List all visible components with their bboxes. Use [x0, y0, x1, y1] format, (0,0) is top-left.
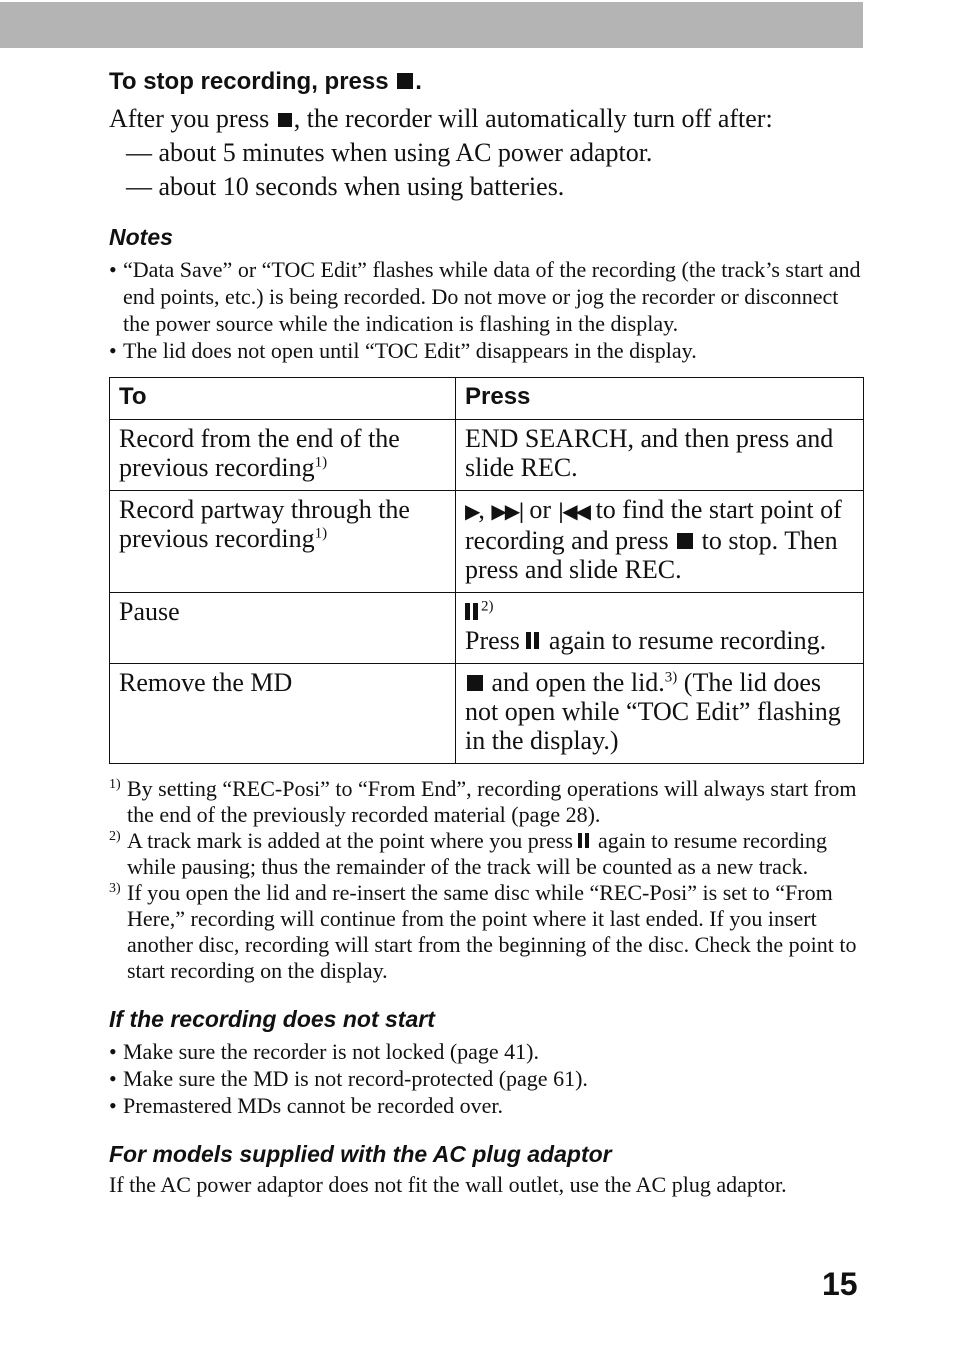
cell-to-text: Record partway through the previous recording: [119, 495, 410, 553]
footnote-mark: 1): [109, 777, 121, 792]
after-press-pre: After you press: [109, 104, 270, 133]
bullet-icon: •: [109, 1039, 117, 1064]
pause-icon: [578, 828, 592, 854]
table-row: [110, 664, 864, 764]
footnote: [109, 828, 864, 880]
press-sep: ,: [478, 495, 492, 524]
notes-list: [109, 256, 864, 364]
bullet-icon: •: [109, 338, 117, 363]
press-sep: or: [522, 495, 558, 524]
not-start-title: If the recording does not start: [109, 1006, 435, 1032]
list-item-text: Premastered MDs cannot be recorded over.: [123, 1093, 503, 1118]
stop-heading-end: .: [415, 68, 422, 95]
bullet-icon: •: [109, 1066, 117, 1091]
prev-track-icon: |◀◀: [557, 499, 590, 523]
pause-icon: [465, 597, 481, 626]
stop-heading-text: To stop recording, press: [109, 68, 389, 95]
play-icon: ▶: [465, 499, 479, 523]
footnote-ref: 1): [314, 454, 328, 471]
note-text: “Data Save” or “TOC Edit” flashes while data of the recording (the track’s start and end points, etc.) is being recorded. Do not move or jog the recorder or disconnect the power source while the indication is flashing in the display.: [123, 257, 861, 336]
dash-line: — about 10 seconds when using batteries.: [126, 172, 565, 201]
after-press-text: [109, 102, 864, 136]
cell-press: [456, 664, 864, 764]
footnote-mark: 3): [109, 881, 121, 896]
footnote: [109, 776, 864, 828]
pause-icon: [526, 626, 542, 655]
stop-icon: [677, 533, 693, 549]
ac-plug-text: If the AC power adaptor does not fit the wall outlet, use the AC plug adaptor.: [109, 1172, 787, 1197]
cell-press: [456, 593, 864, 664]
footnote-mark: 2): [109, 829, 121, 844]
cell-press: [456, 491, 864, 593]
footnote-ref: 2): [481, 598, 494, 615]
header-to: To: [110, 378, 456, 420]
cell-to: Remove the MD: [110, 664, 456, 764]
stop-icon: [397, 73, 413, 89]
table-row: [110, 491, 864, 593]
next-track-icon: ▶▶|: [491, 499, 523, 523]
stop-icon: [467, 675, 483, 691]
cell-press: END SEARCH, and then press and slide REC.: [456, 420, 864, 491]
dash-line: — about 5 minutes when using AC power adaptor.: [126, 138, 653, 167]
stop-heading: [109, 66, 864, 98]
table-row: [110, 593, 864, 664]
cell-to: [110, 491, 456, 593]
bullet-icon: •: [109, 1093, 117, 1118]
footnotes: [109, 776, 864, 984]
note-text: The lid does not open until “TOC Edit” disappears in the display.: [123, 338, 697, 363]
press-text: Press: [465, 626, 527, 655]
ac-plug-title: For models supplied with the AC plug adaptor: [109, 1141, 612, 1167]
cell-to-text: Record from the end of the previous recording: [119, 424, 400, 482]
list-item: [109, 1092, 864, 1119]
table-header-row: [110, 378, 864, 420]
note-item: [109, 256, 864, 337]
table-row: [110, 420, 864, 491]
footnote-text: again to resume recording while pausing; thus the remainder of the track will be counted as a new track.: [127, 828, 828, 879]
note-item: [109, 337, 864, 364]
footnote-text: If you open the lid and re-insert the same disc while “REC-Posi” is set to “From Here,” recording will continue from the point where it last ended. If you insert another disc, recording will start from the beginning of the disc. Check the point to start recording on the display.: [127, 880, 857, 983]
cell-to: [110, 420, 456, 491]
press-text: to stop. Then press and slide REC.: [465, 526, 838, 584]
list-item-text: Make sure the recorder is not locked (page 41).: [123, 1039, 540, 1064]
press-text: and open the lid.: [485, 668, 665, 697]
after-press-post: , the recorder will automatically turn off after:: [293, 104, 773, 133]
page-number: 15: [822, 1266, 858, 1302]
footnote-text: A track mark is added at the point where you press: [127, 828, 579, 853]
footnote-text: By setting “REC-Posi” to “From End”, recording operations will always start from the end of the previously recorded material (page 28).: [127, 776, 857, 827]
header-press: Press: [456, 378, 864, 420]
stop-icon: [278, 113, 292, 127]
press-text: to find the start point of recording and press: [465, 495, 842, 555]
press-text: again to resume recording.: [542, 626, 827, 655]
operations-table: [109, 377, 864, 764]
list-item-text: Make sure the MD is not record-protected (page 61).: [123, 1066, 588, 1091]
list-item: [109, 1065, 864, 1092]
cell-to: Pause: [110, 593, 456, 664]
footnote: [109, 880, 864, 984]
list-item: [109, 1038, 864, 1065]
press-text: (The lid does not open while “TOC Edit” flashing in the display.): [465, 668, 841, 755]
page-content: [109, 66, 864, 1199]
notes-title: Notes: [109, 224, 173, 250]
not-start-list: [109, 1038, 864, 1119]
header-bar: [0, 2, 863, 48]
footnote-ref: 1): [314, 525, 328, 542]
footnote-ref: 3): [664, 669, 678, 686]
bullet-icon: •: [109, 257, 117, 282]
